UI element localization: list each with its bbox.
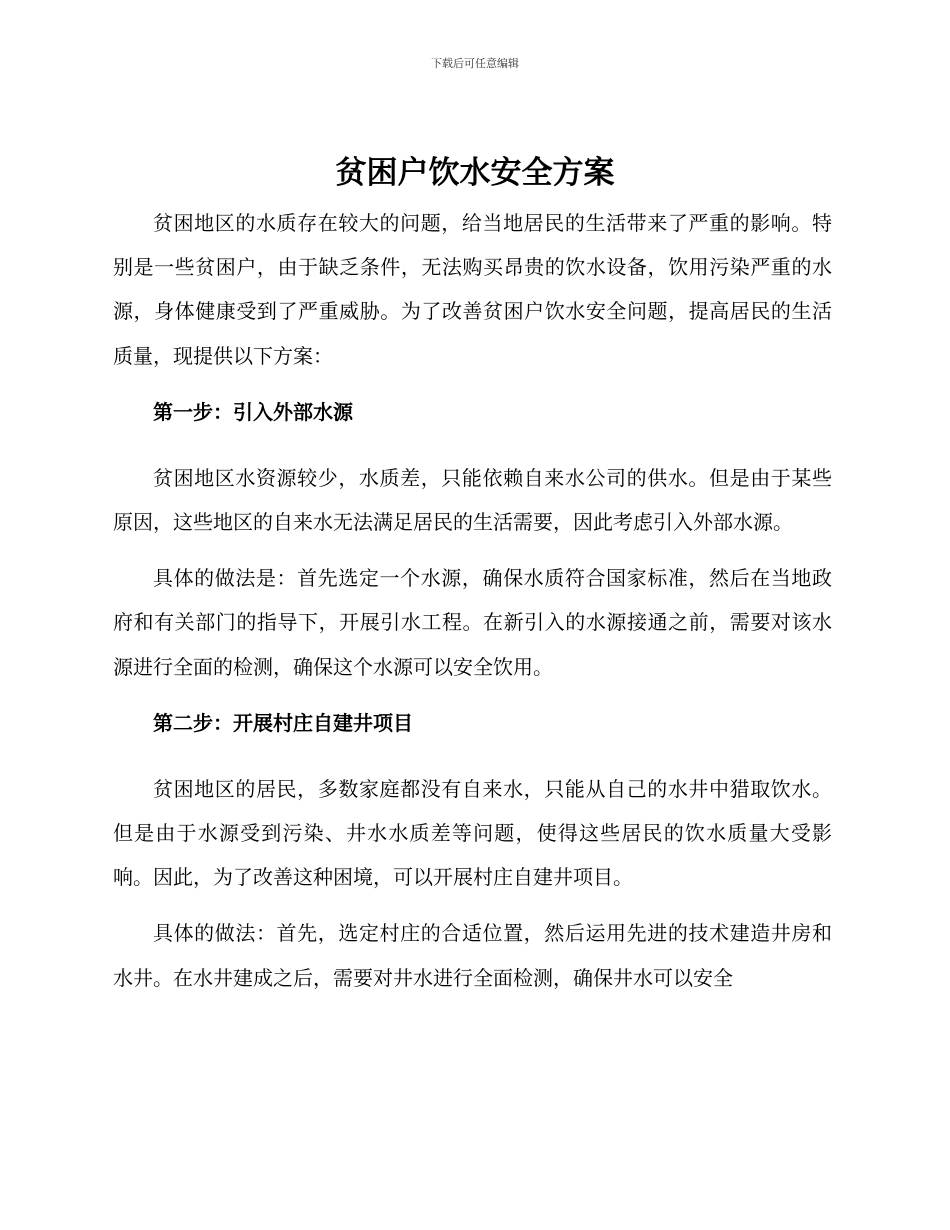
step2-description-paragraph: 贫困地区的居民，多数家庭都没有自来水，只能从自己的水井中猎取饮水。但是由于水源受到污染、井水水质差等问题，使得这些居民的饮水质量大受影响。因此，为了改善这种困境，可以开展村庄自建井项目。: [113, 776, 832, 890]
step1-heading: 第一步：引入外部水源: [153, 399, 353, 424]
step2-method-paragraph: 具体的做法：首先，选定村庄的合适位置，然后运用先进的技术建造井房和水井。在水井建成之后，需要对井水进行全面检测，确保井水可以安全: [113, 921, 832, 990]
document-title: 贫困户饮水安全方案: [335, 155, 615, 191]
intro-paragraph: 贫困地区的水质存在较大的问题，给当地居民的生活带来了严重的影响。特别是一些贫困户，由于缺乏条件，无法购买昂贵的饮水设备，饮用污染严重的水源，身体健康受到了严重威胁。为了改善贫困户饮水安全问题，提高居民的生活质量，现提供以下方案：: [113, 211, 832, 368]
step1-description-paragraph: 贫困地区水资源较少，水质差，只能依赖自来水公司的供水。但是由于某些原因，这些地区的自来水无法满足居民的生活需要，因此考虑引入外部水源。: [113, 465, 832, 535]
document-body: [113, 201, 832, 1012]
step1-method-paragraph: 具体的做法是：首先选定一个水源，确保水质符合国家标准，然后在当地政府和有关部门的指导下，开展引水工程。在新引入的水源接通之前，需要对该水源进行全面的检测，确保这个水源可以安全饮用。: [113, 566, 832, 679]
header-note: 下载后可任意编辑: [431, 57, 519, 70]
step2-heading: 第二步：开展村庄自建井项目: [153, 710, 413, 735]
